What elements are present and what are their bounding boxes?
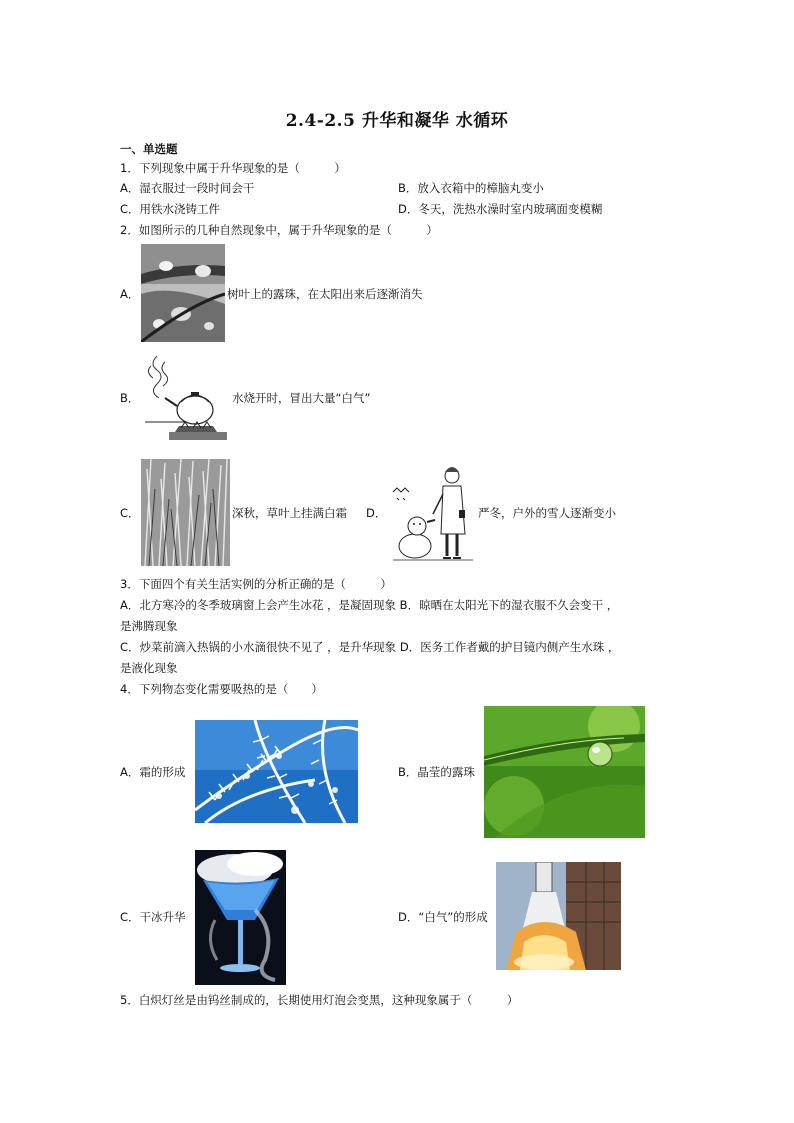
rocket-launch-image	[496, 862, 621, 970]
q2-option-d-text: 严冬，户外的雪人逐渐变小	[478, 506, 616, 520]
q3-option-d-continued: 是液化现象	[120, 661, 178, 675]
q1-option-c: C．用铁水浇铸工件	[120, 202, 221, 216]
q5-stem: 5．白炽灯丝是由钨丝制成的，长期使用灯泡会变黑，这种现象属于（ ）	[120, 993, 519, 1007]
q2-option-d-label: D．	[366, 506, 387, 520]
q4-stem: 4．下列物态变化需要吸热的是（ ）	[120, 682, 323, 696]
frost-formation-image	[195, 720, 358, 823]
q2-option-b-label: B．	[120, 391, 140, 405]
q2-stem: 2．如图所示的几种自然现象中，属于升华现象的是（ ）	[120, 223, 438, 237]
q3-options-cd: C．炒菜前滴入热锅的小水滴很快不见了 ，是升华现象 D．医务工作者戴的护目镜内侧产生水珠 ，	[120, 640, 620, 654]
frost-grass-image	[141, 459, 230, 566]
q4-option-c-text: C．干冰升华	[120, 910, 186, 924]
q2-option-c-label: C．	[120, 506, 140, 520]
page-title: 2.4-2.5 升华和凝华 水循环	[285, 111, 509, 131]
q4-option-d-text: D．“白气”的形成	[398, 910, 488, 924]
q2-option-a-text: 树叶上的露珠，在太阳出来后逐渐消失	[227, 287, 423, 301]
q2-option-a-label: A．	[120, 287, 140, 301]
q2-option-c-text: 深秋，草叶上挂满白霜	[232, 506, 347, 520]
q4-option-b-text: B．晶莹的露珠	[398, 765, 475, 779]
q1-option-d: D．冬天，洗热水澡时室内玻璃面变模糊	[398, 202, 603, 216]
boiling-kettle-image	[141, 352, 229, 442]
q1-option-a: A．湿衣服过一段时间会干	[120, 181, 255, 195]
dewdrop-image	[484, 706, 645, 838]
q4-option-a-text: A．霜的形成	[120, 765, 186, 779]
q3-option-b-continued: 是沸腾现象	[120, 619, 178, 633]
snowman-child-image	[389, 462, 476, 566]
q2-option-b-text: 水烧开时，冒出大量“白气”	[232, 391, 371, 405]
dew-leaf-image	[141, 244, 225, 342]
q3-options-ab: A．北方寒冷的冬季玻璃窗上会产生冰花 ，是凝固现象 B．晾晒在太阳光下的湿衣服不久会变干 ，	[120, 598, 619, 612]
dry-ice-image	[195, 850, 286, 985]
q1-option-b: B．放入衣箱中的樟脑丸变小	[398, 181, 544, 195]
q3-stem: 3．下面四个有关生活实例的分析正确的是（ ）	[120, 577, 392, 591]
q1-stem: 1．下列现象中属于升华现象的是（ ）	[120, 161, 346, 175]
section-heading: 一、单选题	[120, 142, 178, 156]
